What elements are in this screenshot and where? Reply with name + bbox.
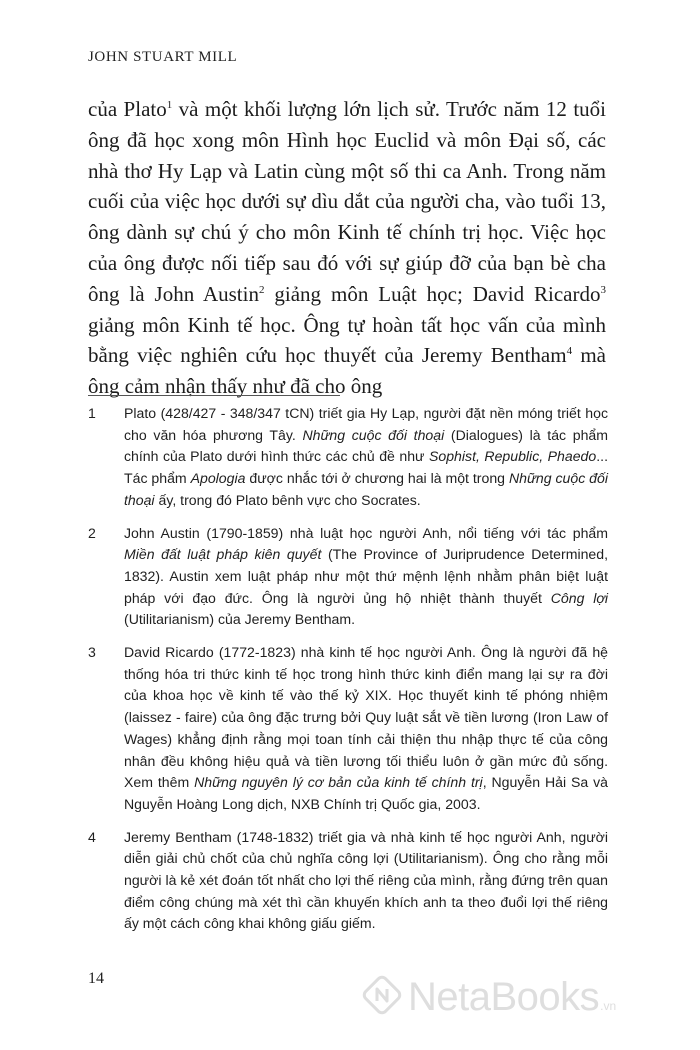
netabooks-logo-icon xyxy=(362,975,402,1020)
footnote-2 xyxy=(88,523,608,632)
body-text-run: mà ông cảm nhận thấy như đã cho ông xyxy=(88,343,607,399)
footnote-ref-3: 3 xyxy=(600,283,606,296)
footnote-ref-4: 4 xyxy=(566,345,573,358)
watermark-text: NetaBooks xyxy=(408,975,600,1019)
footnote-number: 3 xyxy=(88,644,96,661)
page-number: 14 xyxy=(88,970,104,987)
footnote-ref-2: 2 xyxy=(258,283,265,296)
body-paragraph xyxy=(88,94,606,402)
footnote-text: Plato (428/427 - 348/347 tCN) triết gia Hy Lạp, người đặt nền móng triết học cho văn hóa phương Tây. Những cuộc đối thoại (Dialogues) là tác phẩm chính của Plato dưới hình thức các chủ đề như Sophist, Republic, Phaedo... Tác phẩm Apologia được nhắc tới ở chương hai là một trong Những cuộc đối thoại ấy, trong đó Plato bênh vực cho Socrates. xyxy=(124,405,608,508)
footnote-text: Jeremy Bentham (1748-1832) triết gia và nhà kinh tế học người Anh, người diễn giải chủ chốt của chủ nghĩa công lợi (Utilitarianism). Ông cho rằng mỗi người là kẻ xét đoán tốt nhất cho lợi thế riêng của mình, rằng đứng trên quan điểm công chúng mà xét thì cần khuyến khích anh ta theo đuổi lợi thế riêng ấy một cách công khai không giấu giếm. xyxy=(124,828,608,932)
footnote-4 xyxy=(88,827,608,936)
watermark xyxy=(362,975,616,1020)
footnote-text: John Austin (1790-1859) nhà luật học người Anh, nổi tiếng với tác phẩm Miền đất luật pháp kiên quyết (The Province of Juriprudence Determined, 1832). Austin xem luật pháp như một thứ mệnh lệnh nhằm phân biệt luật pháp với đạo đức. Ông là người ủng hộ nhiệt thành thuyết Công lợi (Utilitarianism) của Jeremy Bentham. xyxy=(124,524,608,628)
footnote-number: 1 xyxy=(88,405,96,421)
body-text-run: của Plato xyxy=(88,97,167,121)
footnote-1 xyxy=(88,403,608,512)
body-text-run: và một khối lượng lớn lịch sử. Trước năm 12 tuổi ông đã học xong môn Hình học Euclid và môn Đại số, các nhà thơ Hy Lạp và Latin cùng một số thi ca Anh. Trong năm cuối của việc học dưới sự dìu dắt của người cha, vào tuổi 13, ông dành sự chú ý cho môn Kinh tế chính trị học. Việc học của ông được nối tiếp sau đó với sự giúp đỡ của bạn bè cha ông là John Austin xyxy=(88,97,607,306)
footnote-text: David Ricardo (1772-1823) nhà kinh tế học người Anh. Ông là người đã hệ thống hóa tri thức kinh tế học trong hình thức kinh điển mang lại sự ra đời của khoa học về kinh tế vào thế kỷ XIX. Học thuyết kinh tế phóng nhiệm (laissez - faire) của ông đặc trưng bởi Quy luật sắt về tiền lương (Iron Law of Wages) khẳng định rằng mọi toan tính cải thiện thu nhập thực tế của công nhân đều không hiệu quả và tiền lương tối thiểu luôn ở gần mức đủ sống. Xem thêm Những nguyên lý cơ bản của kinh tế chính trị, Nguyễn Hải Sa và Nguyễn Hoàng Long dịch, NXB Chính trị Quốc gia, 2003. xyxy=(124,644,608,812)
footnote-number: 2 xyxy=(88,524,96,541)
footnote-number: 4 xyxy=(88,828,96,845)
footnotes xyxy=(88,403,608,946)
footnote-3 xyxy=(88,642,608,816)
body-text-run: giảng môn Kinh tế học. Ông tự hoàn tất học vấn của mình bằng việc nghiên cứu học thuyết của Jeremy Bentham xyxy=(88,312,606,368)
footnote-separator xyxy=(88,395,340,396)
watermark-suffix: .vn xyxy=(600,998,617,1013)
running-head: JOHN STUART MILL xyxy=(88,49,238,65)
body-text-run: giảng môn Luật học; David Ricardo xyxy=(264,281,601,306)
footnote-ref-1: 1 xyxy=(166,99,173,111)
